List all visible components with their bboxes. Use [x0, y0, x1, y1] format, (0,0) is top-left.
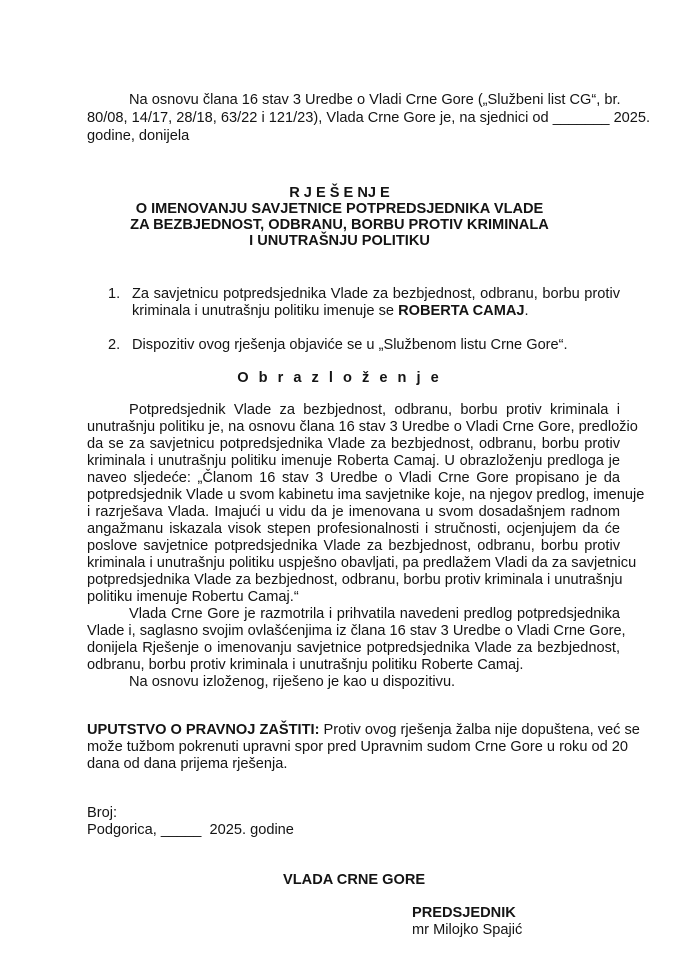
paragraph-line: unutrašnju politiku je, na osnovu člana 16 stav 3 Uredbe o Vladi Crne Gore, predložio [87, 419, 638, 435]
preamble-line-2: 80/08, 14/17, 28/18, 63/22 i 121/23), Vlada Crne Gore je, na sjednici od _______ 2025. [87, 110, 651, 126]
legal-remedy-text: Protiv ovog rješenja žalba nije dopuštena, već se [319, 722, 640, 738]
title-subtitle-line-2: ZA BEZBJEDNOST, ODBRANU, BORBU PROTIV KRIMINALA [130, 217, 549, 233]
paragraph-line: Vlada Crne Gore je razmotrila i prihvatila navedeni predlog potpredsjednika [129, 606, 620, 622]
paragraph-line: da se za savjetnicu potpredsjednika Vlade za bezbjednost, odbranu, borbu protiv [87, 436, 620, 452]
reasoning-paragraph-3: Na osnovu izloženog, riješeno je kao u dispozitivu. [129, 674, 456, 690]
paragraph-line: potpredsjednik Vlade u svom kabinetu ima savjetnike koje, na njegov predlog, imenuje [87, 487, 645, 503]
paragraph-line: politiku imenuje Robertu Camaj.“ [87, 589, 299, 605]
item-1-line-2 [132, 303, 529, 320]
legal-remedy-label: UPUTSTVO O PRAVNOJ ZAŠTITI: [87, 722, 320, 738]
title-subtitle-line-1: O IMENOVANJU SAVJETNICE POTPREDSJEDNIKA VLADE [135, 201, 544, 217]
item-number: 2. [108, 337, 121, 353]
paragraph-line: angažmanu iskazala visok stepen profesionalnosti i stručnosti, ocjenjujem da će [87, 521, 620, 537]
item-1-period: . [524, 303, 529, 319]
paragraph-line: Potpredsjednik Vlade za bezbjednost, odbranu, borbu protiv kriminala i [129, 402, 620, 418]
paragraph-line: Vlade i, saglasno svojim ovlašćenjima iz člana 16 stav 3 Uredbe o Vladi Crne Gore, [87, 623, 626, 639]
paragraph-line: odbranu, borbu protiv kriminala i unutrašnju politiku Roberte Camaj. [87, 657, 524, 673]
paragraph-line: potpredsjednika Vlade za bezbjednost, odbranu, borbu protiv kriminala i unutrašnju [87, 572, 623, 588]
preamble-line-3: godine, donijela [87, 128, 190, 144]
legal-remedy-line-2: može tužbom pokrenuti upravni spor pred Upravnim sudom Crne Gore u roku od 20 [87, 739, 629, 755]
legal-remedy-line-1 [87, 722, 640, 739]
place-date: Podgorica, _____ 2025. godine [87, 822, 294, 838]
appointee-name: ROBERTA CAMAJ [398, 303, 525, 319]
document-number-label: Broj: [87, 805, 118, 821]
paragraph-line: naveo sljedeće: „Članom 16 stav 3 Uredbe o Vladi Crne Gore propisano je da [87, 470, 620, 486]
reasoning-heading: O b r a z l o ž e n j e [237, 370, 442, 386]
title-heading: R J E Š E NJ E [289, 185, 390, 201]
signatory-title: PREDSJEDNIK [412, 905, 516, 921]
item-1-text: kriminala i unutrašnju politiku imenuje se [132, 303, 399, 319]
paragraph-line: i razrješava Vlada. Imajući u vidu da je imenovana u svom dosadašnjem radnom [87, 504, 620, 520]
paragraph-line: kriminala i unutrašnju politiku uspješno obavljati, pa predlažem Vladi da za savjetnicu [87, 555, 637, 571]
item-2-line-1: Dispozitiv ovog rješenja objaviće se u „Službenom listu Crne Gore“. [132, 337, 568, 353]
paragraph-line: poslove savjetnice potpredsjednika Vlade za bezbjednost, odbranu, borbu protiv [87, 538, 620, 554]
institution-name: VLADA CRNE GORE [283, 872, 426, 888]
signatory-name: mr Milojko Spajić [412, 922, 523, 938]
item-number: 1. [108, 286, 121, 302]
item-1-line-1: Za savjetnicu potpredsjednika Vlade za bezbjednost, odbranu, borbu protiv [132, 286, 620, 302]
legal-remedy-line-3: dana od dana prijema rješenja. [87, 756, 288, 772]
preamble-line-1: Na osnovu člana 16 stav 3 Uredbe o Vladi Crne Gore („Službeni list CG“, br. [129, 92, 621, 108]
paragraph-line: kriminala i unutrašnju politiku imenuje Roberta Camaj. U obrazloženju predloga je [87, 453, 620, 469]
title-subtitle-line-3: I UNUTRAŠNJU POLITIKU [249, 233, 430, 249]
paragraph-line: donijela Rješenje o imenovanju savjetnice potpredsjednika Vlade za bezbjednost, [87, 640, 620, 656]
